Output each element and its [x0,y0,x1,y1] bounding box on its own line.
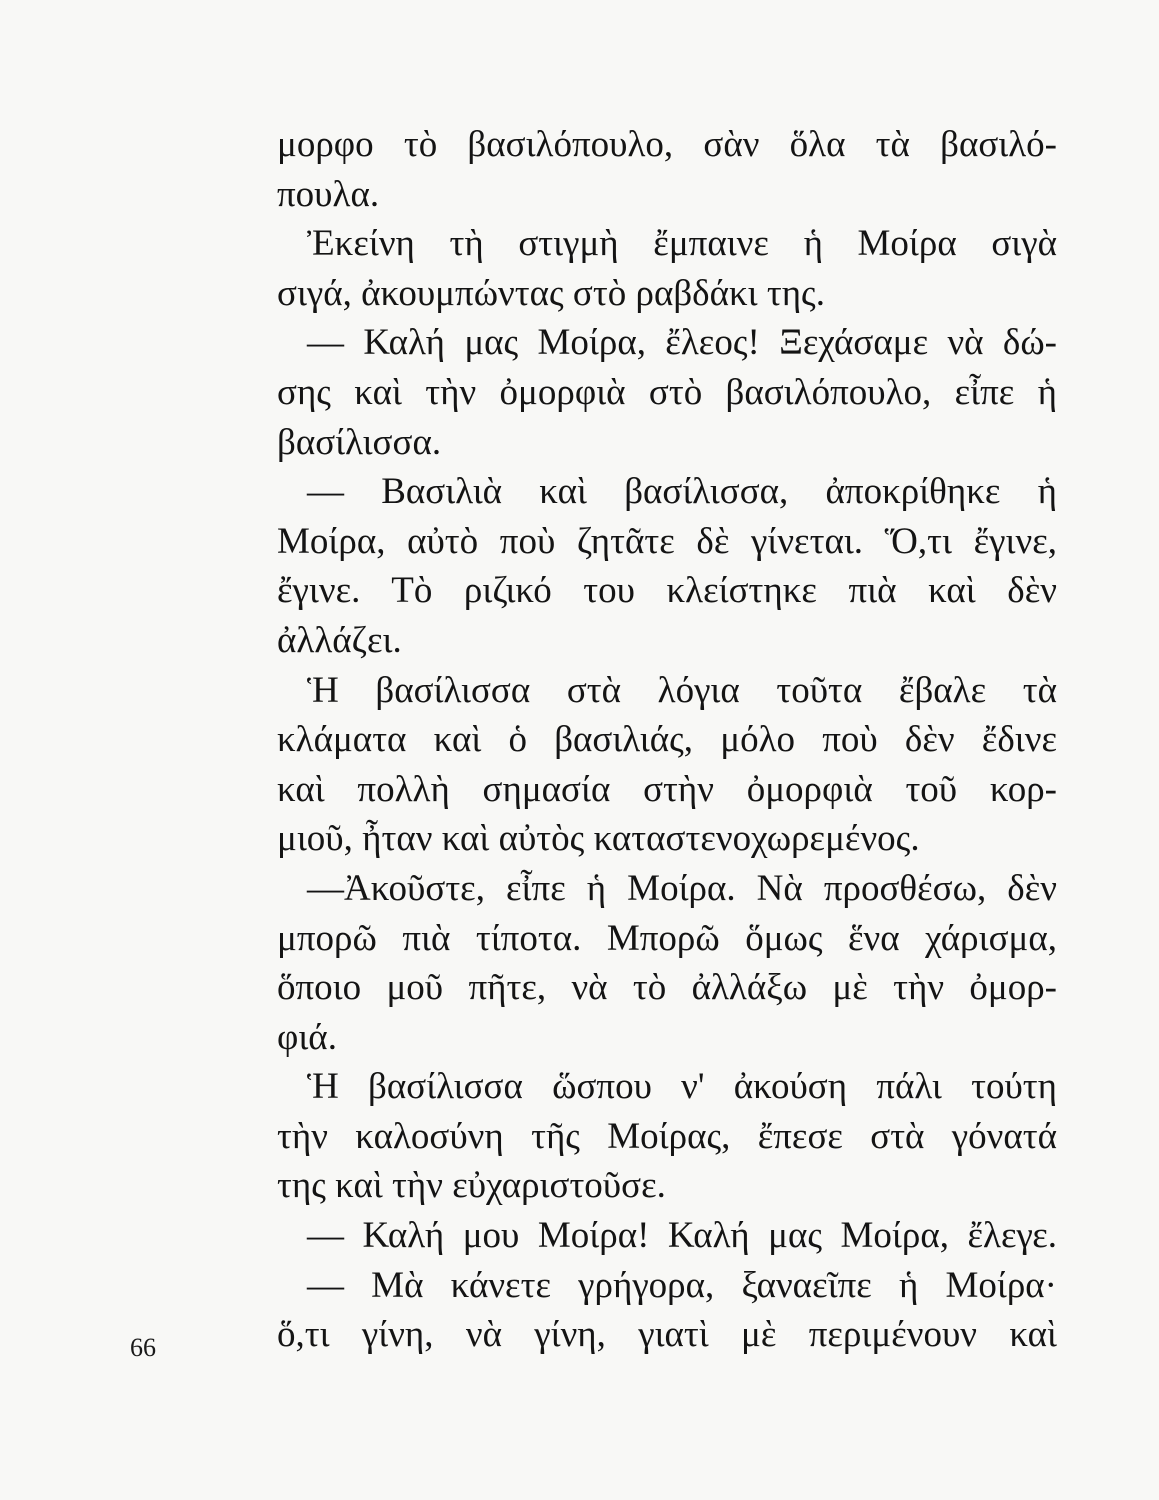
text-line: κλάματα καὶ ὁ βασιλιάς, μόλο ποὺ δὲν ἔδινε [277,720,1057,761]
text-line: — Καλή μου Μοίρα! Καλή μας Μοίρα, ἔλεγε. [307,1216,1057,1257]
text-line: — Βασιλιὰ καὶ βασίλισσα, ἀποκρίθηκε ἡ [307,472,1057,513]
text-line: βασίλισσα. [277,422,442,463]
text-line: ὅ,τι γίνη, νὰ γίνη, γιατὶ μὲ περιμένουν καὶ [277,1315,1057,1356]
text-line: φιά. [277,1017,337,1058]
text-line: — Καλή μας Μοίρα, ἔλεος! Ξεχάσαμε νὰ δώ- [307,323,1057,364]
text-line: ἔγινε. Τὸ ριζικό του κλείστηκε πιὰ καὶ δὲν [277,571,1057,612]
text-line: μπορῶ πιὰ τίποτα. Μπορῶ ὅμως ἕνα χάρισμα, [277,918,1057,959]
text-line: σιγά, ἀκουμπώντας στὸ ραβδάκι της. [277,273,825,314]
text-line: —Ἀκοῦστε, εἶπε ἡ Μοίρα. Νὰ προσθέσω, δὲν [307,868,1057,909]
text-line: Ἡ βασίλισσα ὥσπου ν' ἀκούση πάλι τούτη [307,1067,1057,1108]
text-line: τὴν καλοσύνη τῆς Μοίρας, ἔπεσε στὰ γόνατά [277,1116,1057,1157]
text-line: πουλα. [277,174,380,215]
text-line: της καὶ τὴν εὐχαριστοῦσε. [277,1166,666,1207]
text-line: Ἐκείνη τὴ στιγμὴ ἔμπαινε ἡ Μοίρα σιγὰ [307,224,1057,265]
text-line: σης καὶ τὴν ὀμορφιὰ στὸ βασιλόπουλο, εἶπε ἡ [277,372,1057,413]
text-line: μιοῦ, ἦταν καὶ αὐτὸς καταστενοχωρεμένος. [277,819,920,860]
text-line: μορφο τὸ βασιλόπουλο, σὰν ὅλα τὰ βασιλό- [277,125,1057,165]
page-number: 66 [130,1333,156,1362]
text-line: Ἡ βασίλισσα στὰ λόγια τοῦτα ἔβαλε τὰ [307,670,1057,711]
text-line: καὶ πολλὴ σημασία στὴν ὀμορφιὰ τοῦ κορ- [277,769,1057,810]
text-line: — Μὰ κάνετε γρήγορα, ξαναεῖπε ἡ Μοίρα· [307,1265,1057,1306]
text-line: Μοίρα, αὐτὸ ποὺ ζητᾶτε δὲ γίνεται. Ὅ,τι ἔγινε, [277,521,1057,562]
text-line: ὅποιο μοῦ πῆτε, νὰ τὸ ἀλλάξω μὲ τὴν ὀμορ- [277,968,1057,1009]
body-text [277,125,1057,1365]
text-line: ἀλλάζει. [277,620,402,661]
